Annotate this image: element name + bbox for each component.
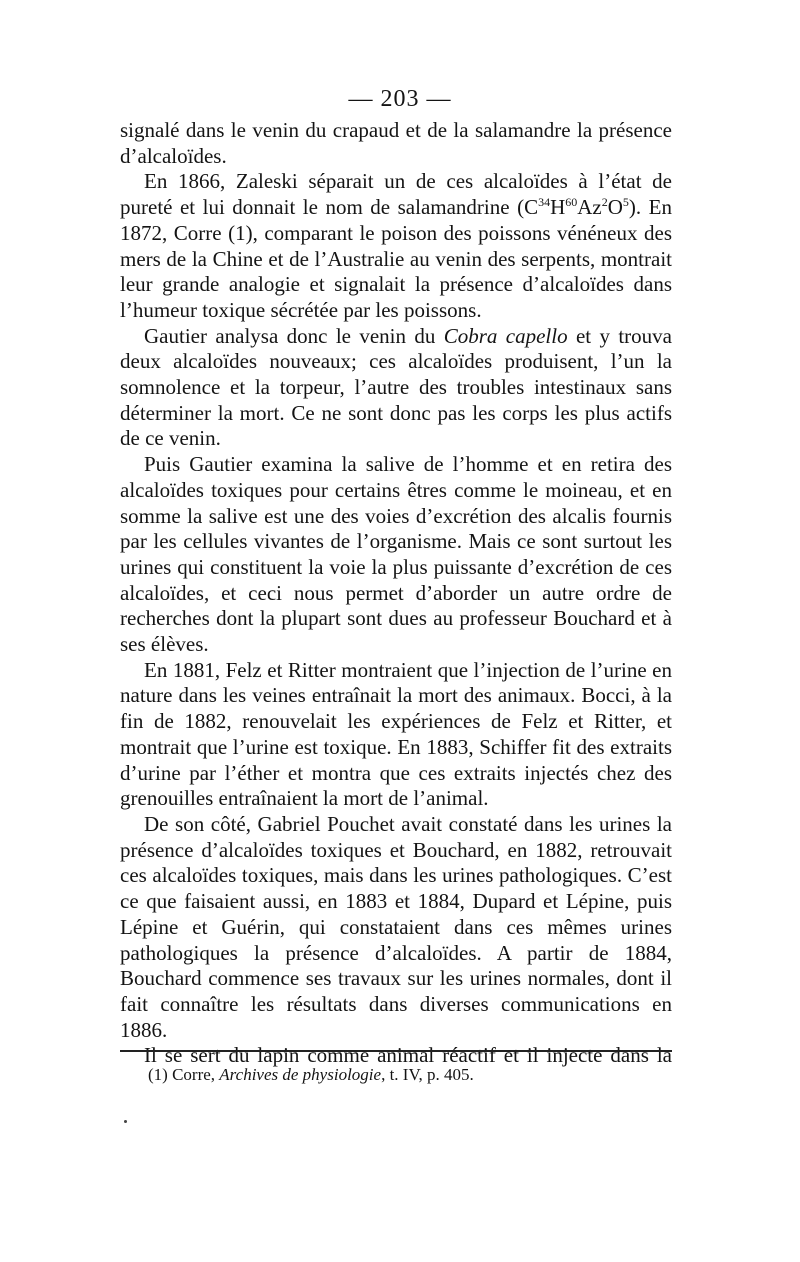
text-run: H bbox=[550, 195, 566, 220]
page-number: — 203 — bbox=[348, 86, 452, 112]
footnote-title: Archives de physiologie bbox=[219, 1065, 382, 1084]
text-run: De son côté, Gabriel Pouchet avait constaté dans les urines la présence d’alcaloïdes toxiques et Bouchard, en 1882, retrouvait ces alcaloïdes toxiques, mais dans les urines pathologiques. C’est ce que faisaient aussi, en 1883 et 1884, Dupard et Lépine, puis Lépine et Guérin, qui constataient dans ces mêmes urines pathologiques la présence d’alcaloïdes. A partir de 1884, Bouchard commence ses travaux sur les urines normales, dont il fait connaître les résultats dans diverses communications en 1886. bbox=[120, 811, 672, 1042]
text-run: Gautier analysa donc le venin du bbox=[144, 323, 444, 348]
print-speck bbox=[124, 1120, 127, 1123]
italic-text: Cobra capello bbox=[443, 323, 568, 348]
footnote-marker: (1) bbox=[148, 1065, 173, 1084]
paragraph bbox=[120, 812, 672, 1043]
text-run: ). En 1872, Corre (1), comparant le poison des poissons vénéneux des mers de la Chine et de l’Australie au venin des serpents, montrait leur grande analogie et signalait la présence d’alcaloïdes dans l’humeur toxique sécrétée par les poissons. bbox=[120, 195, 672, 322]
text-run: En 1866, Zaleski séparait un de ces alcaloïdes à l’état de pureté et lui donnait le nom de salamandrine (C bbox=[120, 169, 672, 220]
footnote-divider bbox=[120, 1050, 672, 1052]
paragraph bbox=[120, 118, 672, 169]
body-text bbox=[120, 118, 672, 1069]
superscript: 5 bbox=[622, 195, 629, 210]
text-run: Puis Gautier examina la salive de l’homme et en retira des alcaloïdes toxiques pour certains êtres comme le moineau, et en somme la salive est une des voies d’excrétion des alcalis fournis par les cellules vivantes de l’organisme. Mais ce sont surtout les urines qui constituent la voie la plus puissante d’excrétion de ces alcaloïdes, et ceci nous permet d’aborder un autre ordre de recherches dont la plupart sont dues au professeur Bouchard et à ses élèves. bbox=[120, 452, 672, 657]
text-run: Il se sert du lapin comme animal réactif et il injecte dans la bbox=[144, 1043, 672, 1068]
superscript: 60 bbox=[565, 195, 578, 210]
text-run: et y trouva deux alcaloïdes nouveaux; ces alcaloïdes produisent, l’un la somnolence et la torpeur, l’autre des troubles intestinaux sans déterminer la mort. Ce ne sont donc pas les corps les plus actifs de ce venin. bbox=[120, 323, 672, 451]
footnote-details: , t. IV, p. 405. bbox=[381, 1065, 474, 1084]
footnote-author: Corre, bbox=[172, 1065, 220, 1084]
text-run: signalé dans le venin du crapaud et de la salamandre la présence d’alcaloïdes. bbox=[120, 118, 672, 168]
paragraph bbox=[120, 169, 672, 323]
superscript: 2 bbox=[601, 195, 608, 210]
paragraph bbox=[120, 324, 672, 453]
text-run: Az bbox=[577, 195, 602, 220]
paragraph bbox=[120, 658, 672, 812]
paragraph bbox=[120, 452, 672, 658]
footnote bbox=[148, 1064, 668, 1086]
text-run: O bbox=[607, 195, 623, 220]
superscript: 34 bbox=[538, 195, 551, 210]
text-run: En 1881, Felz et Ritter montraient que l’injection de l’urine en nature dans les veines entraînait la mort des animaux. Bocci, à la fin de 1882, renouvelait les expériences de Felz et Ritter, et montrait que l’urine est toxique. En 1883, Schiffer fit des extraits d’urine par l’éther et montra que ces extraits injectés chez des grenouilles entraînaient la mort de l’animal. bbox=[120, 657, 672, 811]
